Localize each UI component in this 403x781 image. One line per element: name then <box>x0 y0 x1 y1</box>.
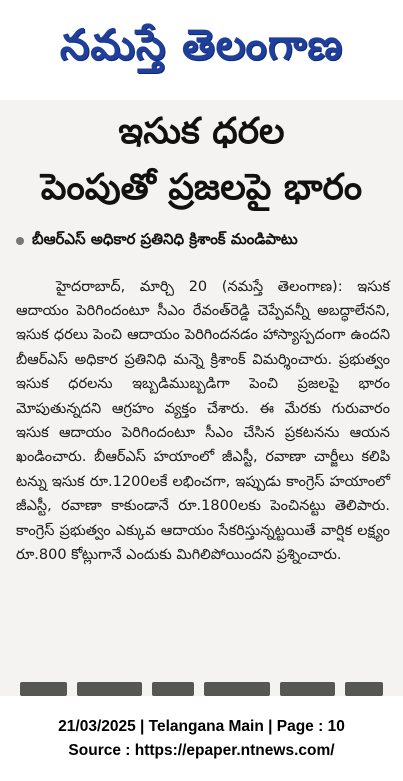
subheadline <box>16 228 396 254</box>
cut-off-next-headline <box>20 682 383 696</box>
source-url: Source : https://epaper.ntnews.com/ <box>68 741 335 759</box>
article-clipping <box>0 100 403 696</box>
headline-line-1: ఇసుక ధరల <box>118 111 285 152</box>
bullet-icon <box>16 237 24 245</box>
newspaper-logo-title: నమస్తే తెలంగాణ <box>59 20 344 69</box>
headline-line-2: పెంపుతో ప్రజలపై భారం <box>40 167 363 208</box>
edition-footer <box>0 696 403 781</box>
edition-info: 21/03/2025 | Telangana Main | Page : 10 <box>58 717 345 735</box>
subheadline-text: బీఆర్‌ఎస్ అధికార ప్రతినిధి క్రిశాంక్ మండిపాటు <box>32 230 298 248</box>
article-body: హైదరాబాద్, మార్చి 20 (నమస్తే తెలంగాణ): ఇసుక ఆదాయం పెరిగిందంటూ సీఎం రేవంత్‌రెడ్డి చెప్పేవన్నీ అబద్ధాలేనని, ఇసుక ధరలు పెంచి ఆదాయం పెరిగిందనడం హాస్యాస్పదంగా ఉందని బీఆర్‌ఎస్ అధికార ప్రతినిధి మన్నె క్రిశాంక్ విమర్శించారు. ప్రభుత్వం ఇసుక ధరలను ఇబ్బడిముబ్బడిగా పెంచి ప్రజలపై భారం మోపుతున్నదని ఆగ్రహం వ్యక్తం చేశారు. ఈ మేరకు గురువారం ఇసుక ఆదాయం పెరిగిందంటూ సీఎం చేసిన ప్రకటనను ఆయన ఖండించారు. బీఆర్‌ఎస్ హయాంలో జీఎస్టీ, రవాణా చార్జీలు కలిపి టన్ను ఇసుక రూ.1200లకే లభించగా, ఇప్పుడు కాంగ్రెస్ హయాంలో జీఎస్టీ, రవాణా కాకుండానే రూ.1800లకు పెంచినట్టు తెలిపారు. కాంగ్రెస్ ప్రభుత్వం ఎక్కువ ఆదాయం సేకరిస్తున్నట్టయితే వార్షిక లక్ష్యం రూ.800 కోట్లుగానే ఎందుకు మిగిలిపోయిందని ప్రశ్నించారు. <box>16 278 390 563</box>
masthead <box>0 0 403 101</box>
